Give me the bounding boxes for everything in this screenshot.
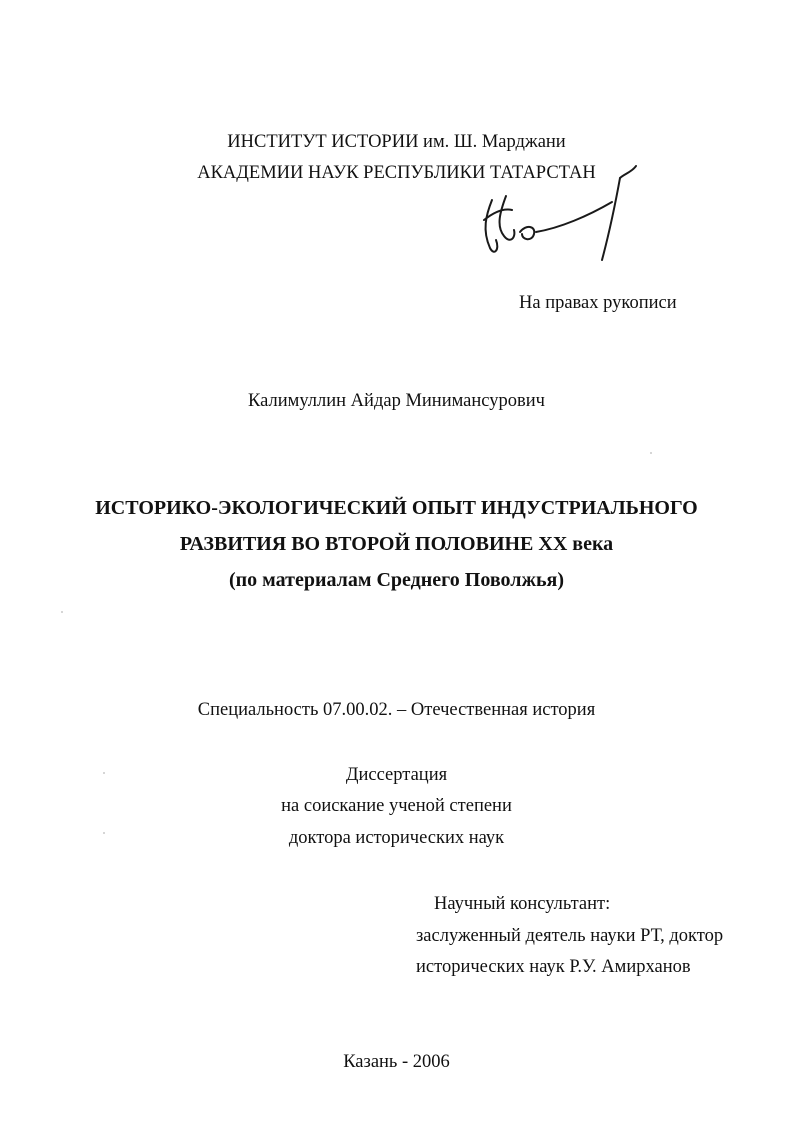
scan-speck — [650, 452, 652, 454]
specialty-line: Специальность 07.00.02. – Отечественная история — [197, 700, 596, 720]
scan-speck — [103, 772, 105, 774]
scan-speck — [61, 611, 63, 613]
author-name: Калимуллин Айдар Минимансурович — [248, 391, 545, 411]
handwritten-signature — [470, 160, 650, 270]
dissertation-title-line-3: (по материалам Среднего Поволжья) — [228, 569, 565, 591]
degree-line-2: на соискание ученой степени — [281, 796, 512, 816]
dissertation-title-line-2: РАЗВИТИЯ ВО ВТОРОЙ ПОЛОВИНЕ XX века — [179, 533, 614, 555]
degree-line-1: Диссертация — [345, 765, 448, 785]
scan-speck — [103, 832, 105, 834]
consultant-line-2: исторических наук Р.У. Амирханов — [416, 957, 691, 977]
dissertation-title-line-1: ИСТОРИКО-ЭКОЛОГИЧЕСКИЙ ОПЫТ ИНДУСТРИАЛЬНОГО — [95, 497, 698, 519]
institute-name: ИНСТИТУТ ИСТОРИИ им. Ш. Марджани — [227, 132, 566, 152]
academy-name: АКАДЕМИИ НАУК РЕСПУБЛИКИ ТАТАРСТАН — [197, 163, 596, 183]
city-year: Казань - 2006 — [343, 1052, 450, 1072]
consultant-line-1: заслуженный деятель науки РТ, доктор — [416, 926, 724, 946]
manuscript-rights-note: На правах рукописи — [519, 293, 677, 313]
degree-line-3: доктора исторических наук — [288, 828, 505, 848]
consultant-label: Научный консультант: — [434, 894, 611, 914]
